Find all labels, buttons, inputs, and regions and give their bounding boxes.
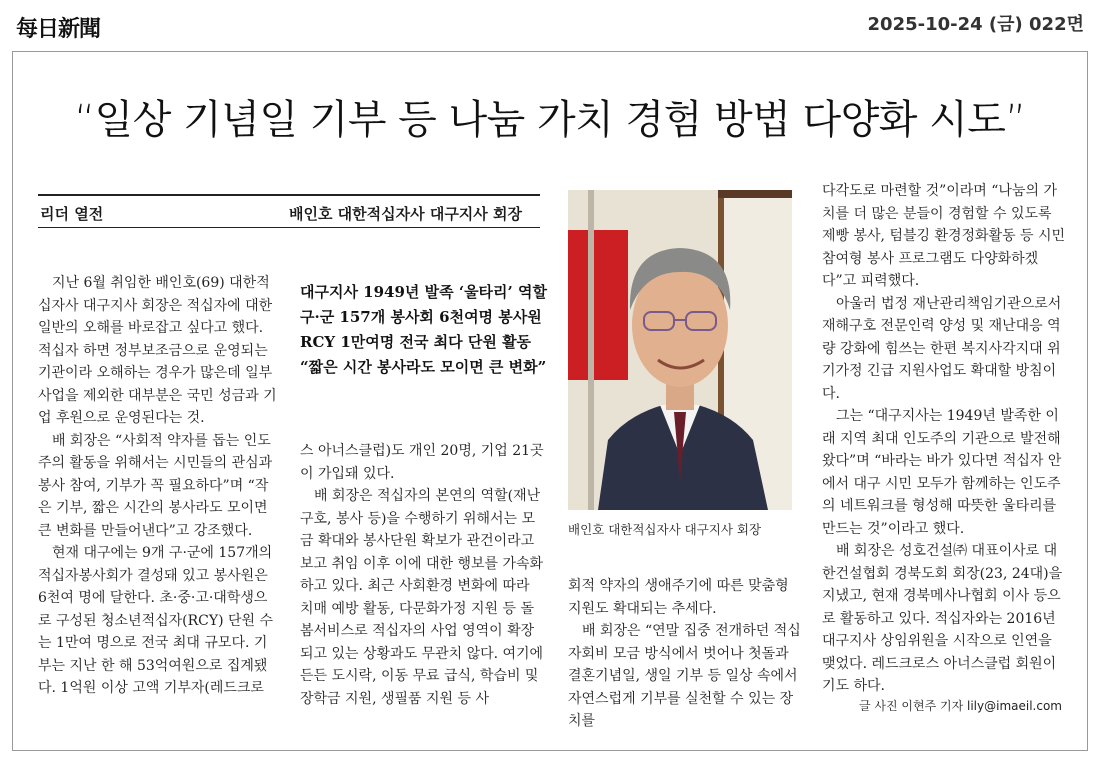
paragraph: 지난 6월 취임한 배인호(69) 대한적십자사 대구지사 회장은 적십자에 대한 일반의 오해를 바로잡고 싶다고 했다. 적십자 하면 정부보조금으로 운영되는 기관이라 오해하는 경우가 많은데 일부 사업을 제외한 대부분은 국민 성금과 기업 후원으로 운영된다는 것. [38,275,277,426]
series-person: 배인호 대한적십자사 대구지사 회장 [288,205,522,223]
paragraph: 배 회장은 “연말 집중 전개하던 적십자회비 모금 방식에서 벗어나 첫돌과 결혼기념일, 생일 기부 등 일상 속에서 자연스럽게 기부를 실천할 수 있는 장치를 [568,623,801,729]
deck-line: 대구지사 1949년 발족 ‘울타리’ 역할 [300,283,547,301]
portrait-photo [568,190,792,510]
portrait-illustration [568,190,792,510]
paragraph: 아울러 법정 재난관리책임기관으로서 재해구호 전문인력 양성 및 재난대응 역량 강화에 힘쓰는 한편 복지사각지대 위기가정 긴급 지원사업도 확대할 방침이다. [822,295,1062,402]
series-label: 리더 열전 [40,205,104,223]
byline: 글 사진 이현주 기자 lily@imaeil.com [859,699,1062,713]
paragraph: 회적 약자의 생애주기에 따른 맞춤형 지원도 확대되는 추세다. [568,578,789,617]
paragraph: 배 회장은 “사회적 약자를 돕는 인도주의 활동을 위해서는 시민들의 관심과 봉사 참여, 기부가 꼭 필요하다”며 “작은 기부, 짧은 시간의 봉사라도 모이면 큰 변화를 만들어낸다”고 강조했다. [38,432,273,539]
subheadline-deck [300,280,547,380]
series-bar [38,194,540,228]
body-column-1 [38,272,280,700]
photo-caption: 배인호 대한적십자사 대구지사 회장 [568,522,762,537]
paragraph: 배 회장은 성호건설㈜ 대표이사로 대한건설협회 경북도회 회장(23, 24대)을 지냈고, 현재 경북메사나협회 이사 등으로 활동하고 있다. 적십자와는 2016년 대구지사 상임위원을 시작으로 인연을 맺었다. 레드크로스 아너스클럽 회원이기도 하다. [822,543,1063,694]
paragraph: 스 아너스클럽)도 개인 20명, 기업 21곳이 가입돼 있다. [300,443,544,482]
deck-line: “짧은 시간 봉사라도 모이면 큰 변화” [300,358,547,376]
paragraph: 다각도로 마련할 것”이라며 “나눔의 가치를 더 많은 분들이 경험할 수 있도록 제빵 봉사, 텀블깅 환경정화활동 등 시민 참여형 봉사 프로그램도 다양화하겠다”고 피력했다. [822,183,1066,289]
edition-date-page: 2025-10-24 (금) 022면 [867,14,1084,35]
deck-line: RCY 1만여명 전국 최다 단원 활동 [300,333,532,351]
body-column-2 [300,440,544,710]
paragraph: 현재 대구에는 9개 구·군에 157개의 적십자봉사회가 결성돼 있고 봉사원은 6천여 명에 달한다. 초·중·고·대학생으로 구성된 청소년적십자(RCY) 단원 수는 1만여 명으로 전국 최대 규모다. 기부는 지난 한 해 53억여원으로 집계됐다. 1억원 이상 고액 기부자(레드크로 [38,545,274,696]
paragraph: 그는 “대구지사는 1949년 발족한 이래 지역 최대 인도주의 기관으로 발전해 왔다”며 “바라는 바가 있다면 적십자 안에서 대구 시민 모두가 함께하는 인도주의 네트워크를 형성해 따뜻한 울타리를 만드는 것”이라고 했다. [822,408,1062,537]
masthead-logo: 每日新聞 [16,17,101,42]
headline: “일상 기념일 기부 등 나눔 가치 경험 방법 다양화 시도” [74,97,1026,143]
body-column-3 [568,575,806,733]
paragraph: 배 회장은 적십자의 본연의 역할(재난 구호, 봉사 등)을 수행하기 위해서는 모금 확대와 봉사단원 확보가 관건이라고 보고 취임 이후 이에 대한 행보를 가속화하고 있다. 최근 사회환경 변화에 따라 치매 예방 활동, 다문화가정 지원 등 돌봄서비스로 적십자의 사업 영역이 확장되고 있는 상황과도 무관치 않다. 여기에 든든 도시락, 이동 무료 급식, 학습비 및 장학금 지원, 생필품 지원 등 사 [300,488,544,707]
deck-line: 구·군 157개 봉사회 6천여명 봉사원 [300,308,542,326]
body-column-4 [822,180,1068,698]
